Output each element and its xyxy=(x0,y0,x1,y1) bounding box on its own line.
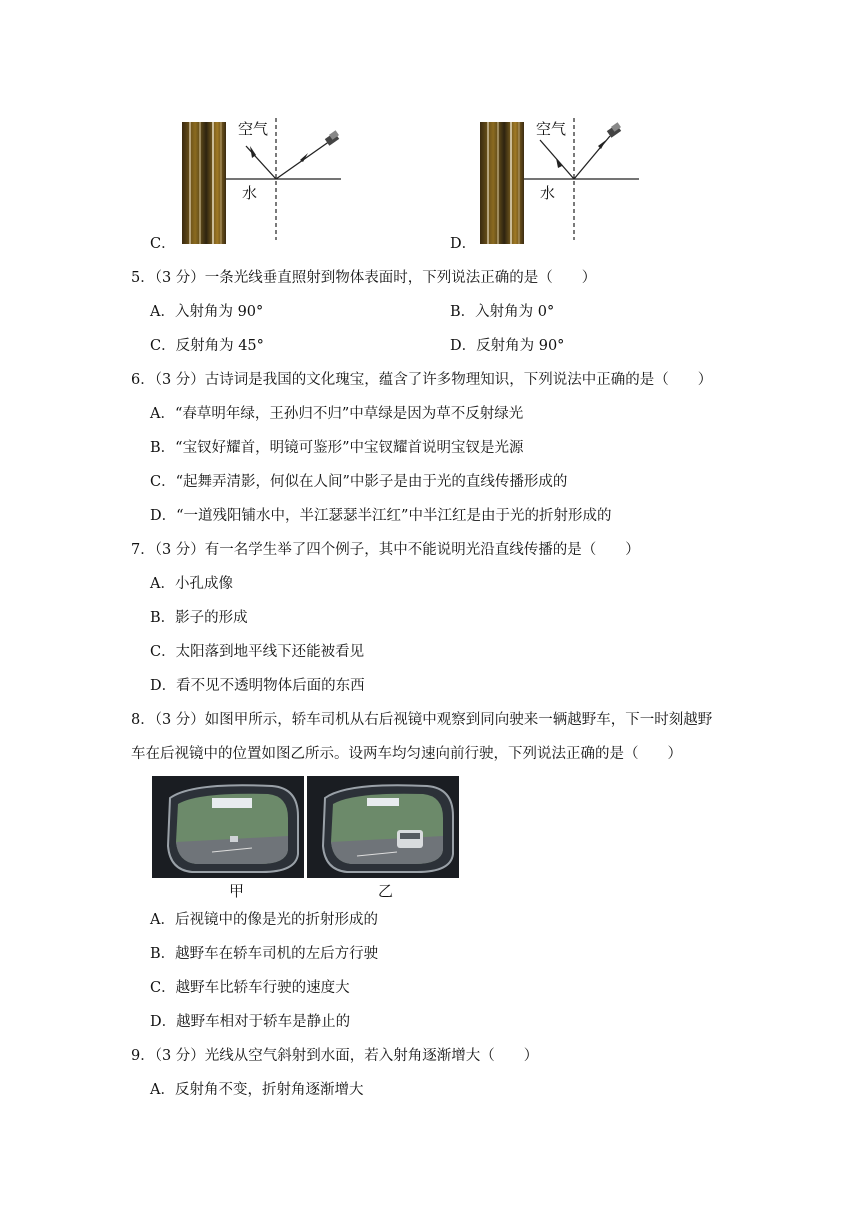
figure-label-yi: 乙 xyxy=(378,882,394,900)
question-6-option-d: D．“一道残阳铺水中，半江瑟瑟半江红”中半江红是由于光的折射形成的 xyxy=(150,508,612,524)
question-6-option-b: B．“宝钗好耀首，明镜可鉴形”中宝钗耀首说明宝钗是光源 xyxy=(150,440,524,456)
figure-label-jia: 甲 xyxy=(229,882,245,900)
question-5-option-b: B．入射角为 0° xyxy=(450,304,555,320)
question-5-stem: 5．（3 分）一条光线垂直照射到物体表面时，下列说法正确的是（ ） xyxy=(131,270,597,286)
question-8-option-a: A．后视镜中的像是光的折射形成的 xyxy=(150,912,378,928)
question-6-stem: 6．（3 分）古诗词是我国的文化瑰宝，蕴含了许多物理知识，下列说法中正确的是（ ） xyxy=(131,372,713,388)
question-8-stem-line-1: 8．（3 分）如图甲所示，轿车司机从右后视镜中观察到同向驶来一辆越野车，下一时刻越野 xyxy=(131,712,713,728)
question-6-option-a: A．“春草明年绿，王孙归不归”中草绿是因为草不反射绿光 xyxy=(150,406,524,422)
forest-photo xyxy=(480,122,524,244)
question-7-option-c: C．太阳落到地平线下还能被看见 xyxy=(150,644,365,660)
air-label-d: 空气 xyxy=(536,120,567,138)
forest-photo xyxy=(182,122,226,244)
mirror-photo-yi xyxy=(307,776,459,878)
eye-icon xyxy=(607,122,621,137)
question-7-option-d: D．看不见不透明物体后面的东西 xyxy=(150,678,365,694)
question-7-stem: 7．（3 分）有一名学生举了四个例子，其中不能说明光沿直线传播的是（ ） xyxy=(131,542,640,558)
question-8-option-b: B．越野车在轿车司机的左后方行驶 xyxy=(150,946,379,962)
question-9-option-a: A．反射角不变，折射角逐渐增大 xyxy=(150,1082,364,1098)
water-label-c: 水 xyxy=(242,184,258,202)
question-6-option-c: C．“起舞弄清影，何似在人间”中影子是由于光的直线传播形成的 xyxy=(150,474,568,490)
water-label-d: 水 xyxy=(540,184,556,202)
question-8-option-c: C．越野车比轿车行驶的速度大 xyxy=(150,980,350,996)
question-9-stem: 9．（3 分）光线从空气斜射到水面，若入射角逐渐增大（ ） xyxy=(131,1048,539,1064)
option-d-label: D． xyxy=(450,236,477,252)
question-5-option-d: D．反射角为 90° xyxy=(450,338,565,354)
question-8-option-d: D．越野车相对于轿车是静止的 xyxy=(150,1014,351,1030)
option-c-label: C． xyxy=(150,236,176,252)
question-5-option-a: A．入射角为 90° xyxy=(150,304,264,320)
reflected-ray xyxy=(246,146,276,179)
question-7-option-a: A．小孔成像 xyxy=(150,576,233,592)
question-5-option-c: C．反射角为 45° xyxy=(150,338,264,354)
mirror-photo-jia xyxy=(152,776,304,878)
question-8-stem-line-2: 车在后视镜中的位置如图乙所示。设两车均匀速向前行驶，下列说法正确的是（ ） xyxy=(131,746,682,762)
air-label-c: 空气 xyxy=(238,120,269,138)
question-7-option-b: B．影子的形成 xyxy=(150,610,248,626)
